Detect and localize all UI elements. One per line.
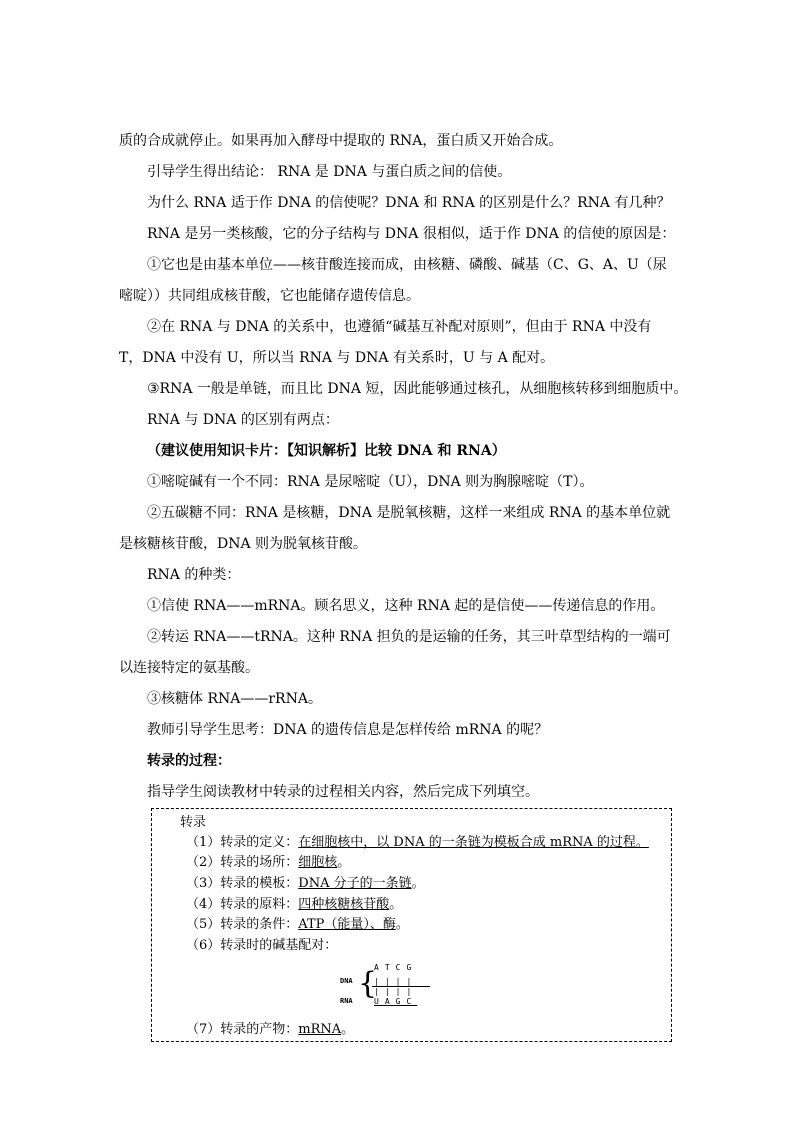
rna-label: RNA: [340, 997, 353, 1005]
dna-label: DNA: [340, 977, 353, 985]
paragraph-16: 教师引导学生思考：DNA 的遗传信息是怎样传给 mRNA 的呢？: [147, 722, 549, 738]
box-item-location: （2）转录的场所：细胞核。: [186, 855, 351, 870]
paragraph-10: ①嘧啶碱有一个不同：RNA 是尿嘧啶（U），DNA 则为胸腺嘧啶（T）。: [147, 474, 594, 490]
section-heading: 转录的过程：: [147, 753, 231, 769]
answer-product: mRNA: [298, 1022, 342, 1037]
paragraph-12: RNA 的种类：: [147, 567, 241, 583]
base-pairing-diagram: [340, 961, 460, 1017]
answer-template: DNA 分子的一条链: [298, 876, 412, 891]
transcription-box: [151, 808, 672, 1042]
paragraph-11: ②五碳糖不同：RNA 是核糖，DNA 是脱氧核糖，这样一来组成 RNA 的基本单位就是核糖核苷酸，DNA 则为脱氧核苷酸。: [119, 505, 671, 552]
box-item-pairing: （6）转录时的碱基配对：: [186, 938, 338, 953]
box-item-template: （3）转录的模板：DNA 分子的一条链。: [186, 876, 425, 891]
box-item-conditions: （5）转录的条件：ATP（能量）、酶。: [186, 917, 409, 932]
answer-conditions: ATP（能量）、酶: [298, 917, 396, 932]
knowledge-card-note: （建议使用知识卡片：【知识解析】比较 DNA 和 RNA）: [147, 443, 506, 459]
paragraph-14: ②转运 RNA——tRNA。这种 RNA 担负的是运输的任务，其三叶草型结构的一端可以连接特定的氨基酸。: [119, 629, 671, 676]
paragraph-2: 引导学生得出结论： RNA 是 DNA 与蛋白质之间的信使。: [147, 164, 512, 180]
box-title: 转录: [180, 815, 207, 830]
answer-location: 细胞核: [298, 855, 338, 870]
paragraph-15: ③核糖体 RNA——rRNA。: [147, 691, 322, 707]
dna-bases: ATCG: [374, 963, 418, 972]
paragraph-3: 为什么 RNA 适于作 DNA 的信使呢？DNA 和 RNA 的区别是什么？RNA 有几种？: [147, 195, 671, 211]
paragraph-13: ①信使 RNA——mRNA。顾名思义，这种 RNA 起的是信使——传递信息的作用。: [147, 598, 665, 614]
box-item-materials: （4）转录的原料：四种核糖核苷酸。: [186, 897, 403, 912]
body-text: [0, 126, 794, 808]
pair-ticks: ||||: [374, 977, 418, 986]
box-item-product: （7）转录的产物：mRNA。: [186, 1022, 355, 1037]
paragraph-18: 指导学生阅读教材中转录的过程相关内容，然后完成下列填空。: [147, 784, 539, 800]
paragraph-1: 质的合成就停止。如果再加入酵母中提取的 RNA，蛋白质又开始合成。: [119, 133, 563, 149]
paragraph-7: ③RNA 一般是单链，而且比 DNA 短，因此能够通过核孔，从细胞核转移到细胞质中。: [147, 381, 688, 397]
pair-ticks-lower: ||||: [374, 987, 418, 996]
paragraph-6: ②在 RNA 与 DNA 的关系中，也遵循“碱基互补配对原则”，但由于 RNA 中没有 T，DNA 中没有 U，所以当 RNA 与 DNA 有关系时，U 与 A 配对。: [119, 319, 652, 366]
paragraph-8: RNA 与 DNA 的区别有两点：: [147, 412, 339, 428]
box-item-definition: （1）转录的定义：在细胞核中，以 DNA 的一条链为模板合成 mRNA 的过程。: [186, 835, 649, 850]
rna-bases: UAGC: [374, 997, 418, 1006]
answer-definition: 在细胞核中，以 DNA 的一条链为模板合成 mRNA 的过程。: [298, 835, 649, 850]
brace-symbol: {: [358, 966, 378, 1001]
paragraph-5: ①它也是由基本单位——核苷酸连接而成，由核糖、磷酸、碱基（C、G、A、U（尿嘧啶））共同组成核苷酸，它也能储存遗传信息。: [119, 257, 667, 304]
paragraph-4: RNA 是另一类核酸，它的分子结构与 DNA 很相似，适于作 DNA 的信使的原因是：: [147, 226, 676, 242]
answer-materials: 四种核糖核苷酸: [298, 897, 390, 912]
